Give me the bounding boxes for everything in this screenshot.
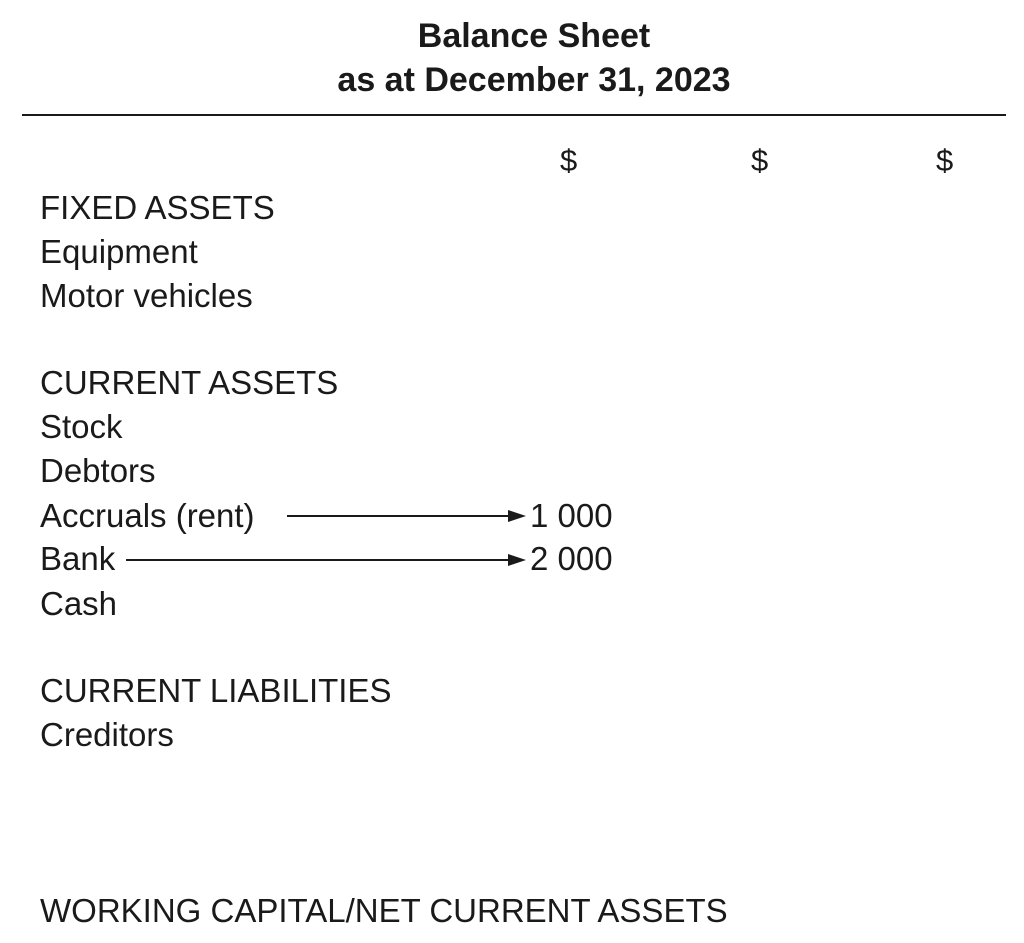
current-asset-cash: Cash <box>40 585 118 622</box>
current-assets-heading: CURRENT ASSETS <box>40 364 339 401</box>
header-divider <box>22 114 1006 116</box>
accruals-arrow-head <box>508 510 526 522</box>
current-asset-stock: Stock <box>40 408 123 445</box>
currency-header-col-1: $ <box>560 143 578 178</box>
accruals-arrow <box>287 510 526 522</box>
working-capital-label: WORKING CAPITAL/NET CURRENT ASSETS <box>40 892 728 929</box>
fixed-assets-heading: FIXED ASSETS <box>40 189 275 226</box>
currency-header-col-3: $ <box>936 143 954 178</box>
current-asset-bank: Bank <box>40 540 116 577</box>
page-title: Balance Sheet <box>417 17 651 55</box>
accruals-amount: 1 000 <box>530 497 613 534</box>
current-liability-creditors: Creditors <box>40 716 174 753</box>
fixed-asset-motor-vehicles: Motor vehicles <box>40 277 253 314</box>
current-liabilities-heading: CURRENT LIABILITIES <box>40 672 392 709</box>
current-asset-debtors: Debtors <box>40 452 156 489</box>
page-subtitle: as at December 31, 2023 <box>337 61 731 99</box>
current-asset-accruals: Accruals (rent) <box>40 497 255 534</box>
bank-amount: 2 000 <box>530 540 613 577</box>
bank-arrow-head <box>508 554 526 566</box>
fixed-asset-equipment: Equipment <box>40 233 198 270</box>
bank-arrow <box>126 554 526 566</box>
currency-header-col-2: $ <box>751 143 769 178</box>
